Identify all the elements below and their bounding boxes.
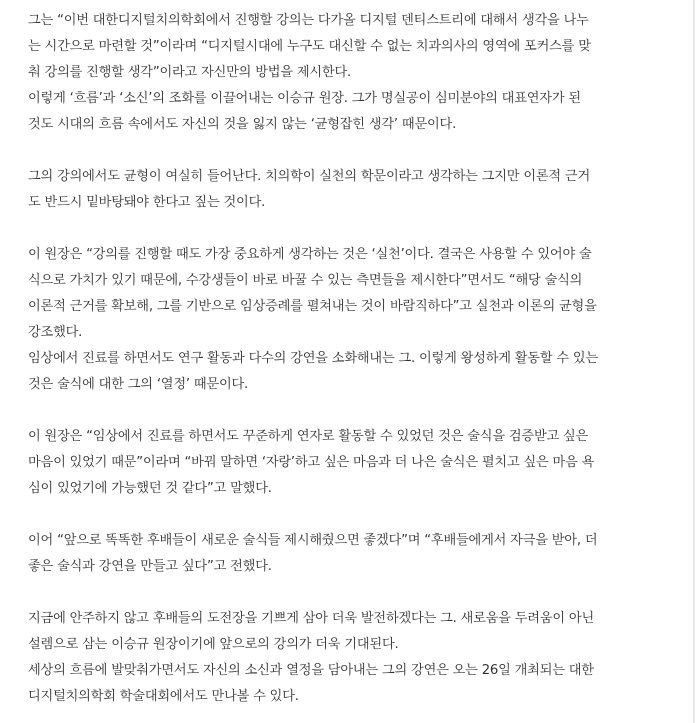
paragraph-gap <box>28 398 676 424</box>
text-line: 강조했다. <box>28 325 83 340</box>
paragraph-gap <box>28 580 676 606</box>
article-body <box>28 8 676 710</box>
text-line: 춰 강의를 진행할 생각”이라고 자신만의 방법을 제시한다. <box>28 65 351 80</box>
text-line: 이어 “앞으로 똑똑한 후배들이 새로운 술식들 제시해줬으면 좋겠다”며 “후배들에게서 자극을 받아, 더 <box>28 533 598 548</box>
text-line: 설렘으로 삼는 이승규 원장이기에 앞으로의 강의가 더욱 기대된다. <box>28 637 399 652</box>
text-line: 식으로 가치가 있기 때문에, 수강생들이 바로 바꿀 수 있는 측면들을 제시한다”면서도 “해당 술식의 <box>28 273 583 288</box>
paragraph <box>28 606 676 710</box>
paragraph-gap <box>28 216 676 242</box>
paragraph <box>28 528 676 580</box>
text-line: 디지털치의학회 학술대회에서도 만나볼 수 있다. <box>28 689 299 704</box>
text-line: 그의 강의에서도 균형이 여실히 들어난다. 치의학이 실천의 학문이라고 생각하는 그지만 이론적 근거 <box>28 169 591 184</box>
text-line: 이론적 근거를 확보해, 그를 기반으로 임상증례를 펼쳐내는 것이 바람직하다”고 실천과 이론의 균형을 <box>28 299 597 314</box>
text-line: 마음이 있었기 때문”이라며 “바꿔 말하면 ‘자랑’하고 싶은 마음과 더 나은 술식은 펼치고 싶은 마음 욕 <box>28 455 595 470</box>
text-line: 이렇게 ‘흐름’과 ‘소신’의 조화를 이끌어내는 이승규 원장. 그가 명실공이 심미분야의 대표연자가 된 <box>28 91 581 106</box>
text-line: 이 원장은 “강의를 진행할 때도 가장 중요하게 생각하는 것은 ‘실천’이다. 결국은 사용할 수 있어야 술 <box>28 247 592 262</box>
text-line: 이 원장은 “임상에서 진료를 하면서도 꾸준하게 연자로 활동할 수 있었던 것은 술식을 검증받고 싶은 <box>28 429 589 444</box>
text-line: 는 시간으로 마련할 것”이라며 “디지털시대에 누구도 대신할 수 없는 치과의사의 영역에 포커스를 맞 <box>28 39 591 54</box>
text-line: 그는 “이번 대한디지털치의학회에서 진행할 강의는 다가올 디지털 덴티스트리에 대해서 생각을 나누 <box>28 13 589 28</box>
text-line: 것은 술식에 대한 그의 ‘열정’ 때문이다. <box>28 377 249 392</box>
text-line: 좋은 술식과 강연을 만들고 싶다”고 전했다. <box>28 559 272 574</box>
text-line: 심이 있었기에 가능했던 것 같다”고 말했다. <box>28 481 272 496</box>
paragraph <box>28 424 676 502</box>
text-line: 것도 시대의 흐름 속에서도 자신의 것을 잃지 않는 ‘균형잡힌 생각’ 때문이다. <box>28 117 457 132</box>
paragraph <box>28 242 676 398</box>
text-line: 도 반드시 밑바탕돼야 한다고 짚는 것이다. <box>28 195 266 210</box>
paragraph-gap <box>28 502 676 528</box>
text-line: 지금에 안주하지 않고 후배들의 도전장을 기쁘게 삼아 더욱 발전하겠다는 그. 새로움을 두려움이 아닌 <box>28 611 594 626</box>
text-line: 임상에서 진료를 하면서도 연구 활동과 다수의 강연을 소화해내는 그. 이렇게 왕성하게 활동할 수 있는 <box>28 351 598 366</box>
paragraph <box>28 8 676 138</box>
paragraph-gap <box>28 138 676 164</box>
paragraph <box>28 164 676 216</box>
text-line: 세상의 흐름에 발맞춰가면서도 자신의 소신과 열정을 담아내는 그의 강연은 오는 26일 개최되는 대한 <box>28 663 594 678</box>
